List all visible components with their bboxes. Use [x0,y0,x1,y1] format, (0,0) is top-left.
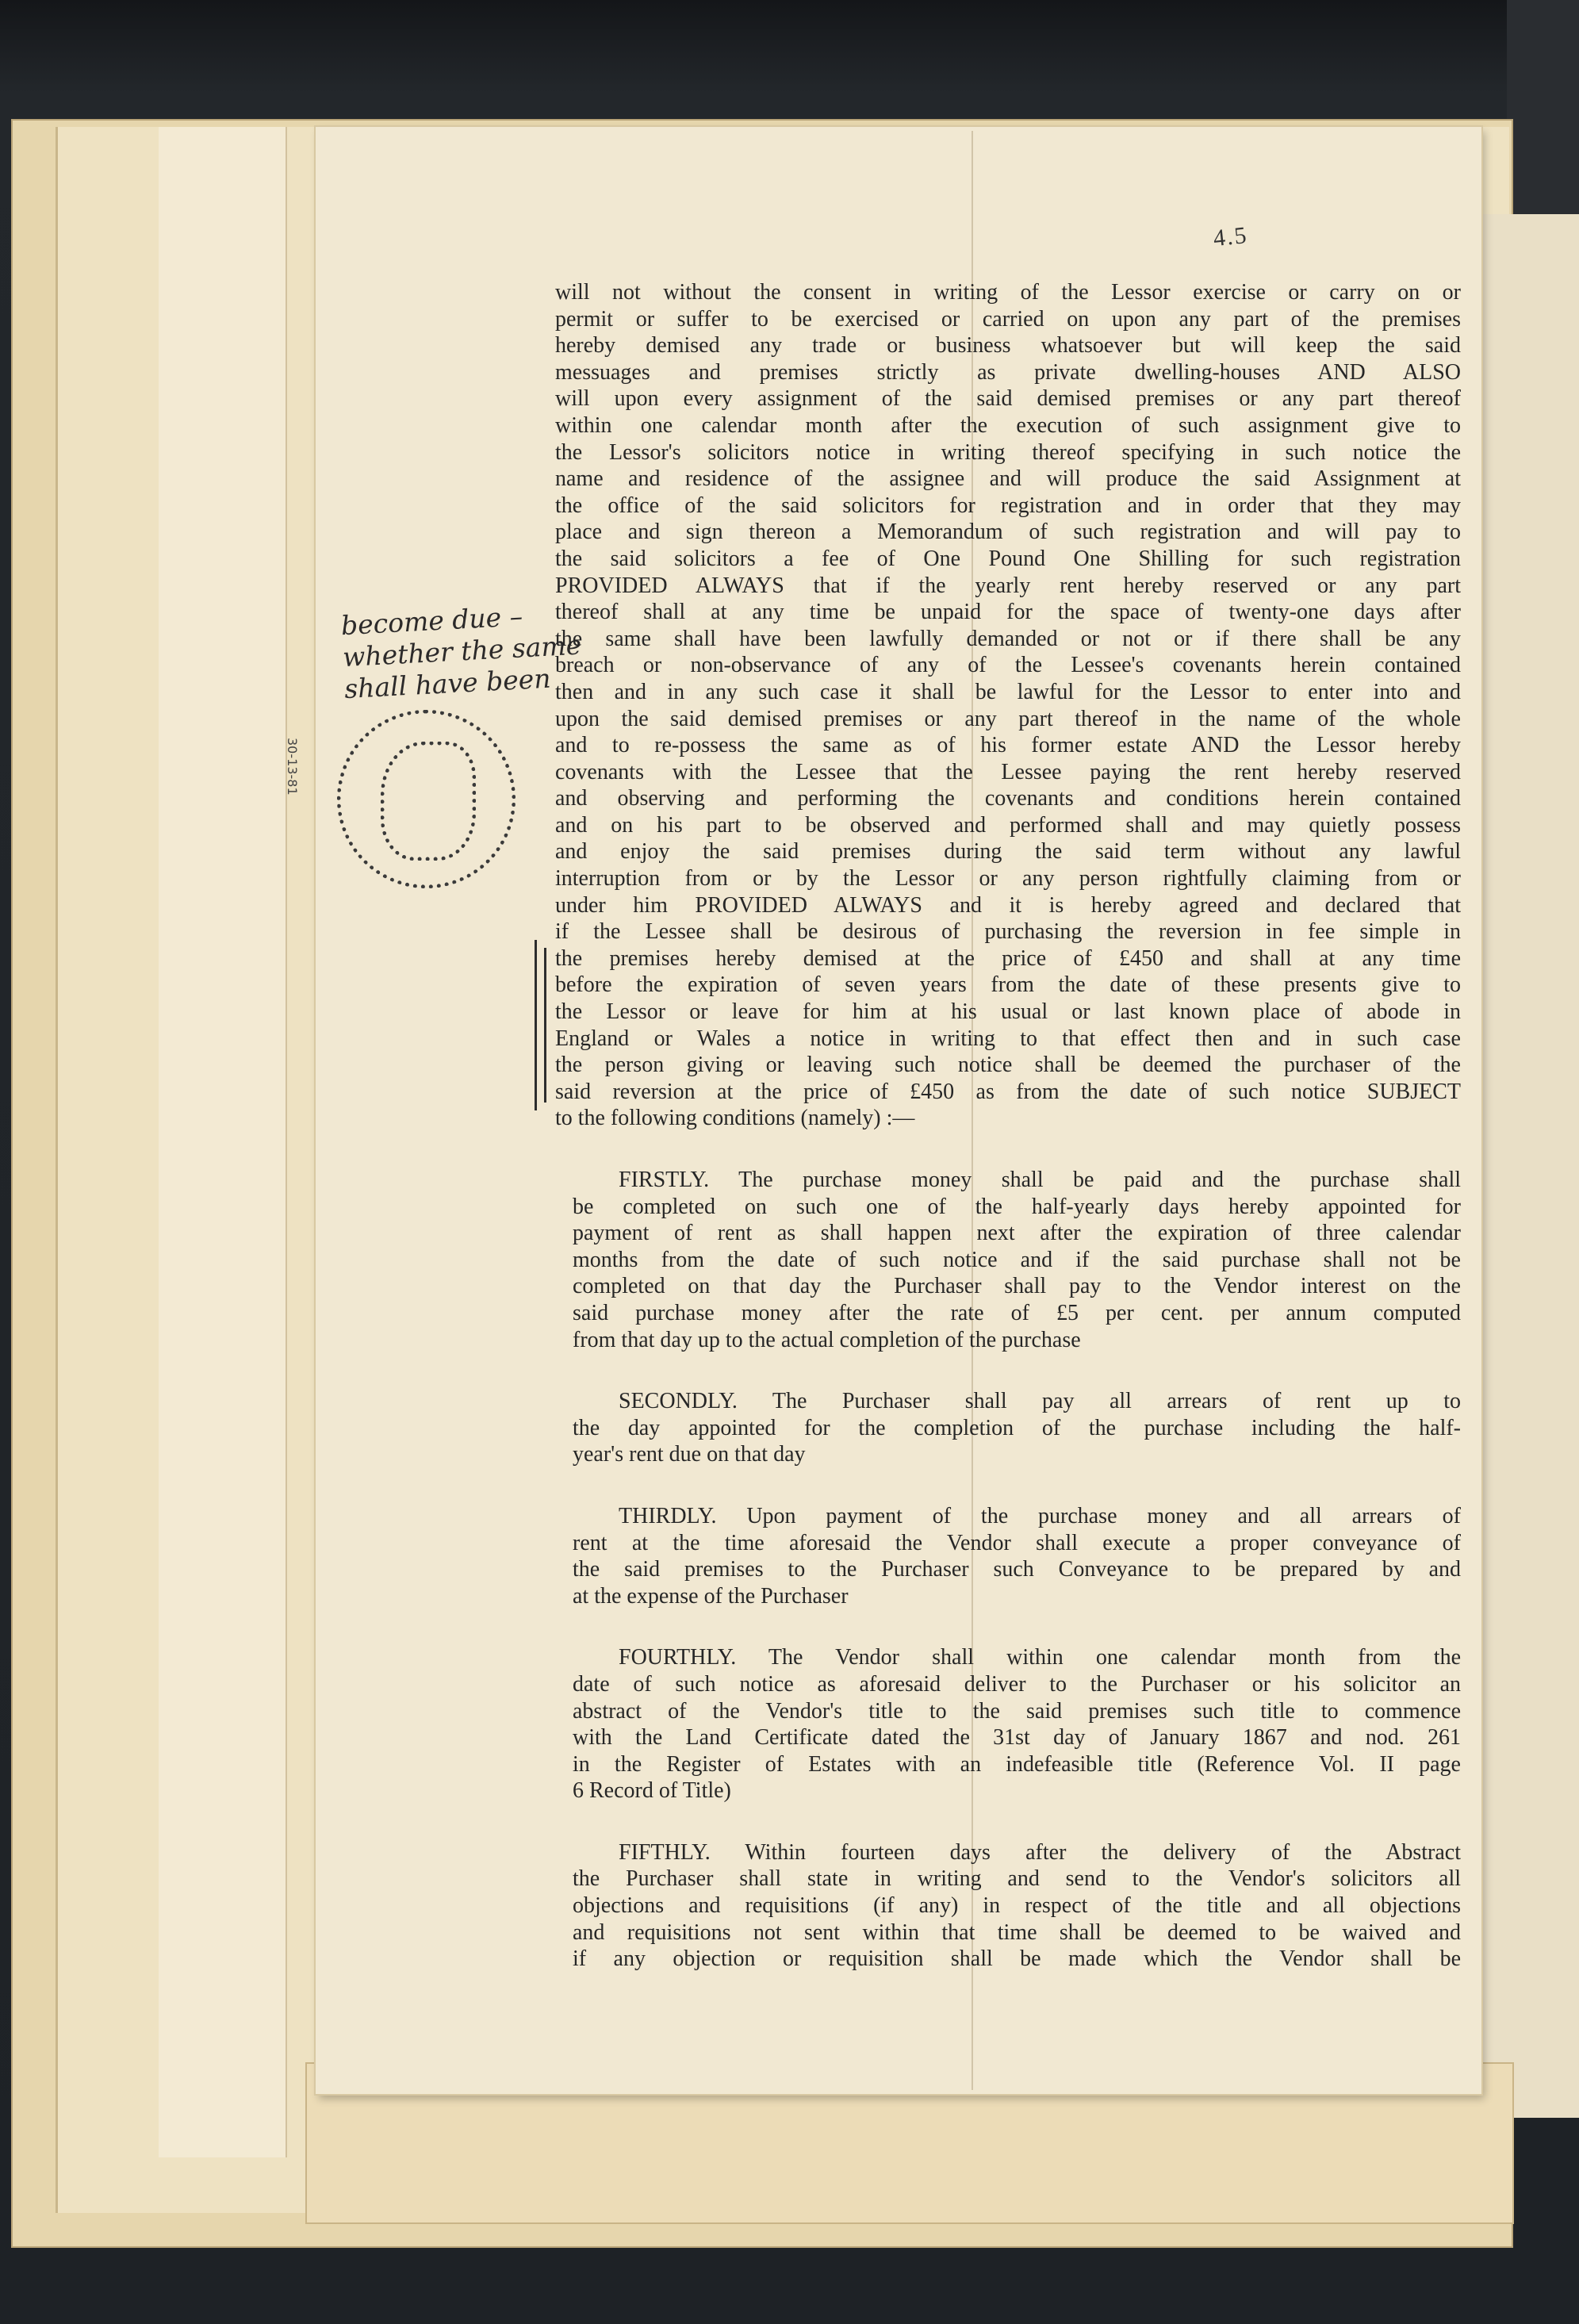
text-line: completed on that day the Purchaser shall pay to the Vendor interest on the [573,1274,1461,1299]
text-line: will upon every assignment of the said demised premises or any part thereof [555,386,1461,412]
handwritten-margin-note [340,599,583,705]
condition-paragraph [573,1839,1461,1973]
text-line: PROVIDED ALWAYS that if the yearly rent hereby reserved or any part [555,573,1461,598]
text-line: thereof shall at any time be unpaid for the space of twenty-one days after [555,600,1461,625]
margin-note-line: become due – [340,600,523,642]
text-line: FOURTHLY. The Vendor shall within one calendar month from the [619,1645,1461,1670]
text-line: objections and requisitions (if any) in respect of the title and all objections [573,1893,1461,1919]
lease-body [555,279,1461,1132]
text-line: date of such notice as aforesaid deliver to the Purchaser or his solicitor an [573,1671,1461,1697]
purchase-conditions [555,1167,1461,1973]
text-line: and requisitions not sent within that time shall be deemed to be waived and [573,1919,1461,1945]
text-line: rent at the time aforesaid the Vendor shall execute a proper conveyance of [573,1530,1461,1555]
text-line: in the Register of Estates with an indefeasible title (Reference Vol. II page [573,1751,1461,1777]
text-line: the Lessor or leave for him at his usual or last known place of abode in [555,999,1461,1025]
text-line: abstract of the Vendor's title to the said premises such title to commence [573,1698,1461,1724]
stamp-emblem-icon [381,742,476,861]
text-line: breach or non-observance of any of the Lessee's covenants herein contained [555,653,1461,678]
margin-note-line: shall have been [343,662,552,705]
page-number: 4.5 [1212,221,1250,252]
text-line: place and sign thereon a Memorandum of such registration and will pay to [555,520,1461,545]
text-line: at the expense of the Purchaser [573,1583,849,1609]
text-line: covenants with the Lessee that the Lessee paying the rent hereby reserved [555,759,1461,784]
text-line: upon the said demised premises or any part thereof in the name of the whole [555,706,1461,731]
text-line: the Purchaser shall state in writing and send to the Vendor's solicitors all [573,1866,1461,1892]
text-line: with the Land Certificate dated the 31st day of January 1867 and nod. 261 [573,1725,1461,1751]
condition-paragraph [573,1503,1461,1609]
text-line: SECONDLY. The Purchaser shall pay all arrears of rent up to [619,1389,1461,1414]
text-line: will not without the consent in writing of the Lessor exercise or carry on or [555,280,1461,305]
text-line: FIRSTLY. The purchase money shall be paid and the purchase shall [619,1168,1461,1192]
text-line: the said premises to the Purchaser such Conveyance to be prepared by and [573,1557,1461,1582]
embossed-stamp-icon [337,710,515,888]
text-line: if any objection or requisition shall be made which the Vendor shall be [573,1946,1461,1972]
condition-paragraph [573,1388,1461,1468]
text-line: be completed on such one of the half-yearly days hereby appointed for [573,1194,1461,1219]
text-line: the Lessor's solicitors notice in writing thereof specifying in such notice the [555,439,1461,465]
text-line: within one calendar month after the execution of such assignment give to [555,412,1461,438]
text-line: England or Wales a notice in writing to that effect then and in such case [555,1026,1461,1051]
text-line: name and residence of the assignee and will produce the said Assignment at [555,466,1461,492]
text-line: the said solicitors a fee of One Pound One Shilling for such registration [555,546,1461,571]
adjacent-leaf [1481,214,1579,2118]
text-line: the office of the said solicitors for registration and in order that they may [555,493,1461,518]
text-line: 6 Record of Title) [573,1778,731,1804]
text-line: FIFTHLY. Within fourteen days after the delivery of the Abstract [619,1839,1461,1865]
text-line: THIRDLY. Upon payment of the purchase money and all arrears of [619,1503,1461,1528]
text-line: said purchase money after the rate of £5 per cent. per annum computed [573,1300,1461,1325]
condition-paragraph [573,1167,1461,1353]
text-line: and enjoy the said premises during the said term without any lawful [555,839,1461,865]
stamp-code: 30-13-81 [285,738,300,796]
text-line: before the expiration of seven years from the date of these presents give to [555,972,1461,998]
text-line: and to re-possess the same as of his former estate AND the Lessor hereby [555,733,1461,758]
text-line: payment of rent as shall happen next after the expiration of three calendar [573,1221,1461,1246]
text-line: hereby demised any trade or business whatsoever but will keep the said [555,333,1461,359]
text-line: to the following conditions (namely) :— [555,1106,915,1131]
text-line: the same shall have been lawfully demanded or not or if there shall be any [555,626,1461,651]
text-line: messuages and premises strictly as private dwelling-houses AND ALSO [555,359,1461,385]
binding-edge [1507,0,1579,214]
margin-mark [535,940,537,1110]
text-line: the day appointed for the completion of the purchase including the half- [573,1415,1461,1440]
condition-paragraph [573,1644,1461,1804]
text-line: permit or suffer to be exercised or carried on upon any part of the premises [555,306,1461,332]
text-line: and observing and performing the covenants and conditions herein contained [555,786,1461,811]
margin-mark [544,948,546,1103]
document-text [555,279,1461,1973]
text-line: said reversion at the price of £450 as from the date of such notice SUBJECT [555,1079,1461,1104]
text-line: if the Lessee shall be desirous of purchasing the reversion in fee simple in [555,919,1461,945]
text-line: interruption from or by the Lessor or any person rightfully claiming from or [555,866,1461,892]
guard-strip [159,127,287,2157]
text-line: and on his part to be observed and performed shall and may quietly possess [555,812,1461,838]
text-line: the person giving or leaving such notice shall be deemed the purchaser of the [555,1053,1461,1078]
text-line: the premises hereby demised at the price of £450 and shall at any time [555,945,1461,971]
margin-note-line: whether the same [342,629,583,673]
text-line: year's rent due on that day [573,1442,806,1467]
text-line: then and in any such case it shall be lawful for the Lessor to enter into and [555,679,1461,704]
text-line: from that day up to the actual completion of the purchase [573,1327,1081,1352]
text-line: under him PROVIDED ALWAYS and it is hereby agreed and declared that [555,892,1461,918]
text-line: months from the date of such notice and if the said purchase shall not be [573,1247,1461,1272]
